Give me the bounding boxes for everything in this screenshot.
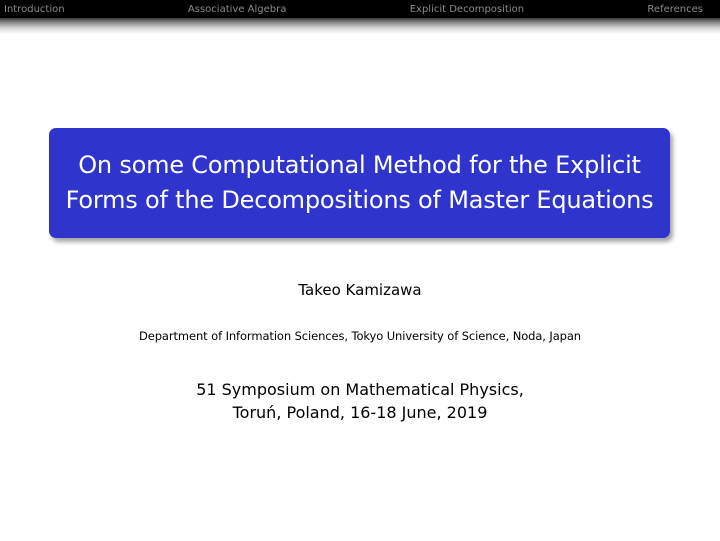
event-line-1: 51 Symposium on Mathematical Physics,: [196, 380, 524, 399]
author-name: Takeo Kamizawa: [298, 281, 422, 299]
title-line-2: Forms of the Decompositions of Master Equations: [65, 186, 654, 214]
nav-references[interactable]: References: [647, 3, 703, 15]
header-shadow: [0, 18, 720, 34]
event-line-2: Toruń, Poland, 16-18 June, 2019: [232, 403, 488, 422]
title-block: [49, 128, 670, 238]
title-line-1: On some Computational Method for the Explicit: [78, 151, 641, 179]
event-info: [0, 378, 720, 424]
nav-introduction[interactable]: Introduction: [4, 3, 65, 15]
nav-associative-algebra[interactable]: Associative Algebra: [187, 3, 287, 15]
affiliation: Department of Information Sciences, Tokyo University of Science, Noda, Japan: [138, 329, 581, 343]
nav-explicit-decomposition[interactable]: Explicit Decomposition: [409, 3, 525, 15]
navigation-bar: [0, 0, 720, 18]
